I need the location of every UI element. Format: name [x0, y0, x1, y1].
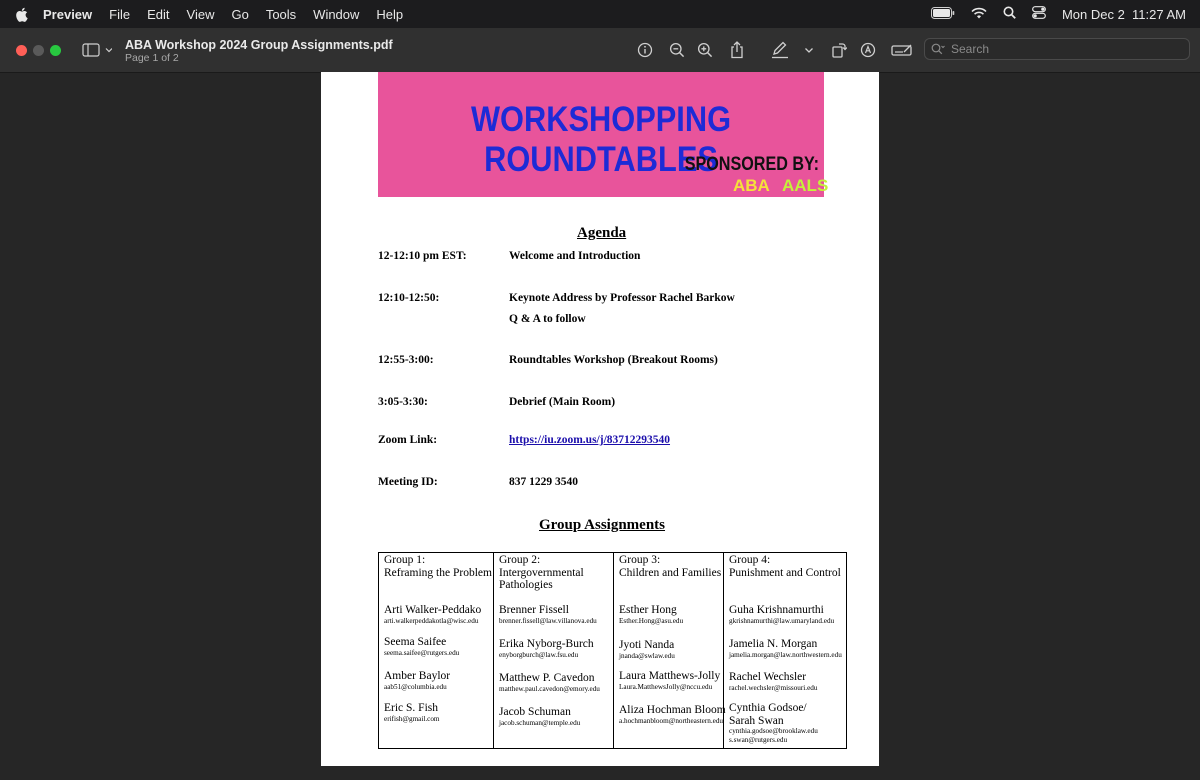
minimize-window-button[interactable]: [33, 45, 44, 56]
menu-app-name[interactable]: Preview: [43, 6, 93, 22]
meeting-id-label: Meeting ID:: [378, 476, 438, 488]
menu-bar: [0, 0, 1200, 28]
group-member: [384, 702, 509, 724]
group-topic: Punishment and Control: [729, 566, 841, 579]
member-email: jnanda@swlaw.edu: [619, 651, 675, 660]
member-email: jamelia.morgan@law.northwestern.edu: [729, 650, 842, 659]
zoom-in-button[interactable]: [695, 40, 715, 60]
member-name: Esther Hong: [619, 604, 677, 616]
member-name: Amber Baylor: [384, 670, 451, 682]
group-header: [384, 554, 492, 579]
group-number: Group 4:: [729, 554, 771, 566]
member-email: a.hochmanbloom@northeastern.edu: [619, 716, 724, 725]
member-name: Rachel Wechsler: [729, 671, 807, 683]
group-number: Group 2:: [499, 554, 541, 566]
member-name: Aliza Hochman Bloom: [619, 704, 726, 716]
zoom-out-button[interactable]: [667, 40, 687, 60]
member-email: brenner.fissell@law.villanova.edu: [499, 616, 597, 625]
member-name: Jacob Schuman: [499, 706, 571, 718]
group-member: [384, 604, 509, 626]
group-member: [729, 671, 854, 693]
group-topic: Children and Families: [619, 566, 722, 579]
group-topic: Intergovernmental: [499, 566, 584, 579]
group-column: [379, 553, 494, 748]
menu-file[interactable]: File: [109, 6, 131, 22]
agenda-time: 12:10-12:50:: [378, 292, 440, 304]
group-column: [494, 553, 614, 748]
agenda-item-note: Q & A to follow: [509, 313, 586, 325]
agenda-heading: Agenda: [577, 225, 627, 241]
banner-sponsor-aals: AALS: [782, 176, 829, 195]
member-email: matthew.paul.cavedon@emory.edu: [499, 684, 600, 693]
menu-go[interactable]: Go: [231, 6, 249, 22]
menu-help[interactable]: Help: [376, 6, 404, 22]
group-column: [724, 553, 846, 748]
member-name: Matthew P. Cavedon: [499, 672, 595, 684]
battery-icon[interactable]: [931, 7, 955, 22]
page-indicator: Page 1 of 2: [125, 52, 179, 64]
member-name: Laura Matthews-Jolly: [619, 670, 721, 682]
menu-clock[interactable]: Mon Dec 2 11:27 AM: [1061, 6, 1186, 22]
agenda-item: Roundtables Workshop (Breakout Rooms): [509, 354, 718, 366]
group-topic-line2: Pathologies: [499, 579, 553, 591]
member-name: Arti Walker-Peddako: [384, 604, 482, 616]
group-topic: Reframing the Problem: [384, 566, 492, 579]
workshop-banner: [378, 72, 829, 197]
member-email: erifish@gmail.com: [384, 714, 440, 723]
zoom-link-label: Zoom Link:: [378, 434, 438, 446]
group-number: Group 1:: [384, 554, 426, 566]
member-email: s.swan@rutgers.edu: [729, 736, 788, 744]
menu-view[interactable]: View: [186, 6, 215, 22]
agenda-time: 3:05-3:30:: [378, 396, 428, 408]
agenda-item: Keynote Address by Professor Rachel Barkow: [509, 292, 735, 304]
control-center-icon[interactable]: [1032, 6, 1046, 22]
member-email: seema.saifee@rutgers.edu: [384, 648, 460, 657]
group-number: Group 3:: [619, 554, 661, 566]
menu-tools[interactable]: Tools: [265, 6, 297, 22]
group-header: [729, 554, 841, 579]
member-email: Laura.MatthewsJolly@nccu.edu: [619, 682, 713, 691]
spotlight-search-icon[interactable]: [1003, 6, 1016, 22]
agenda-item: Debrief (Main Room): [509, 396, 616, 408]
banner-title: WORKSHOPPING ROUNDTABLES: [470, 100, 732, 179]
member-email: gkrishnamurthi@law.umaryland.edu: [729, 616, 835, 625]
member-email: cynthia.godsoe@brooklaw.edu: [729, 727, 818, 735]
group-member: [499, 638, 624, 660]
banner-sponsored-by: SPONSORED BY:: [684, 154, 819, 175]
document-title: ABA Workshop 2024 Group Assignments.pdf: [125, 38, 393, 52]
member-email: Esther.Hong@asu.edu: [619, 616, 684, 625]
member-email: jacob.schuman@temple.edu: [499, 718, 581, 727]
member-name: Seema Saifee: [384, 636, 447, 648]
group-assignments-heading: Group Assignments: [539, 517, 666, 533]
meeting-id-value: 837 1229 3540: [509, 476, 578, 488]
group-member: [499, 672, 624, 694]
share-button[interactable]: [727, 40, 747, 60]
apple-icon[interactable]: [15, 6, 29, 22]
zoom-link[interactable]: [509, 434, 670, 446]
banner-sponsor-aba: ABA: [733, 176, 770, 195]
menu-edit[interactable]: Edit: [147, 6, 170, 22]
form-fill-button[interactable]: [889, 40, 915, 60]
search-icon: [931, 43, 945, 55]
group-header: [619, 554, 721, 579]
rotate-button[interactable]: [829, 40, 849, 60]
fullscreen-window-button[interactable]: [50, 45, 61, 56]
member-name: Eric S. Fish: [384, 702, 438, 714]
member-name: Cynthia Godsoe/: [729, 702, 807, 714]
member-name: Erika Nyborg-Burch: [499, 638, 594, 650]
agenda-time: 12:55-3:00:: [378, 354, 434, 366]
search-input[interactable]: [949, 41, 1183, 57]
zoom-link-url[interactable]: https://iu.zoom.us/j/83712293540: [509, 434, 671, 446]
member-name: Sarah Swan: [729, 714, 784, 727]
member-name: Guha Krishnamurthi: [729, 604, 824, 616]
agenda-item: Welcome and Introduction: [509, 250, 641, 262]
member-name: Jyoti Nanda: [619, 639, 675, 651]
member-email: rachel.wechsler@missouri.edu: [729, 683, 818, 692]
group-member: [499, 604, 624, 626]
group-member: [729, 604, 854, 626]
window-toolbar: [0, 28, 1200, 73]
member-email: arti.walkerpeddakotla@wisc.edu: [384, 616, 479, 625]
markup-pen-button[interactable]: [770, 40, 790, 60]
group-member: [384, 670, 509, 692]
annotate-button[interactable]: [858, 40, 878, 60]
chevron-down-icon[interactable]: [799, 40, 819, 60]
close-window-button[interactable]: [16, 45, 27, 56]
group-assignments-table: [378, 552, 847, 749]
sidebar-toggle-button[interactable]: [80, 40, 114, 60]
wifi-icon[interactable]: [971, 7, 987, 22]
agenda-time: 12-12:10 pm EST:: [378, 250, 467, 262]
member-email: aab51@columbia.edu: [384, 682, 447, 691]
member-email: enyborgburch@law.fsu.edu: [499, 650, 579, 659]
group-member: [499, 706, 624, 728]
group-header: [499, 554, 584, 592]
group-column: [614, 553, 724, 748]
group-member: [384, 636, 509, 658]
search-field[interactable]: [924, 38, 1190, 60]
member-name: Brenner Fissell: [499, 604, 569, 616]
group-member: [729, 702, 854, 745]
member-name: Jamelia N. Morgan: [729, 638, 818, 650]
pdf-page: [321, 72, 879, 766]
info-button[interactable]: [635, 40, 655, 60]
menu-window[interactable]: Window: [313, 6, 360, 22]
group-member: [729, 638, 854, 660]
